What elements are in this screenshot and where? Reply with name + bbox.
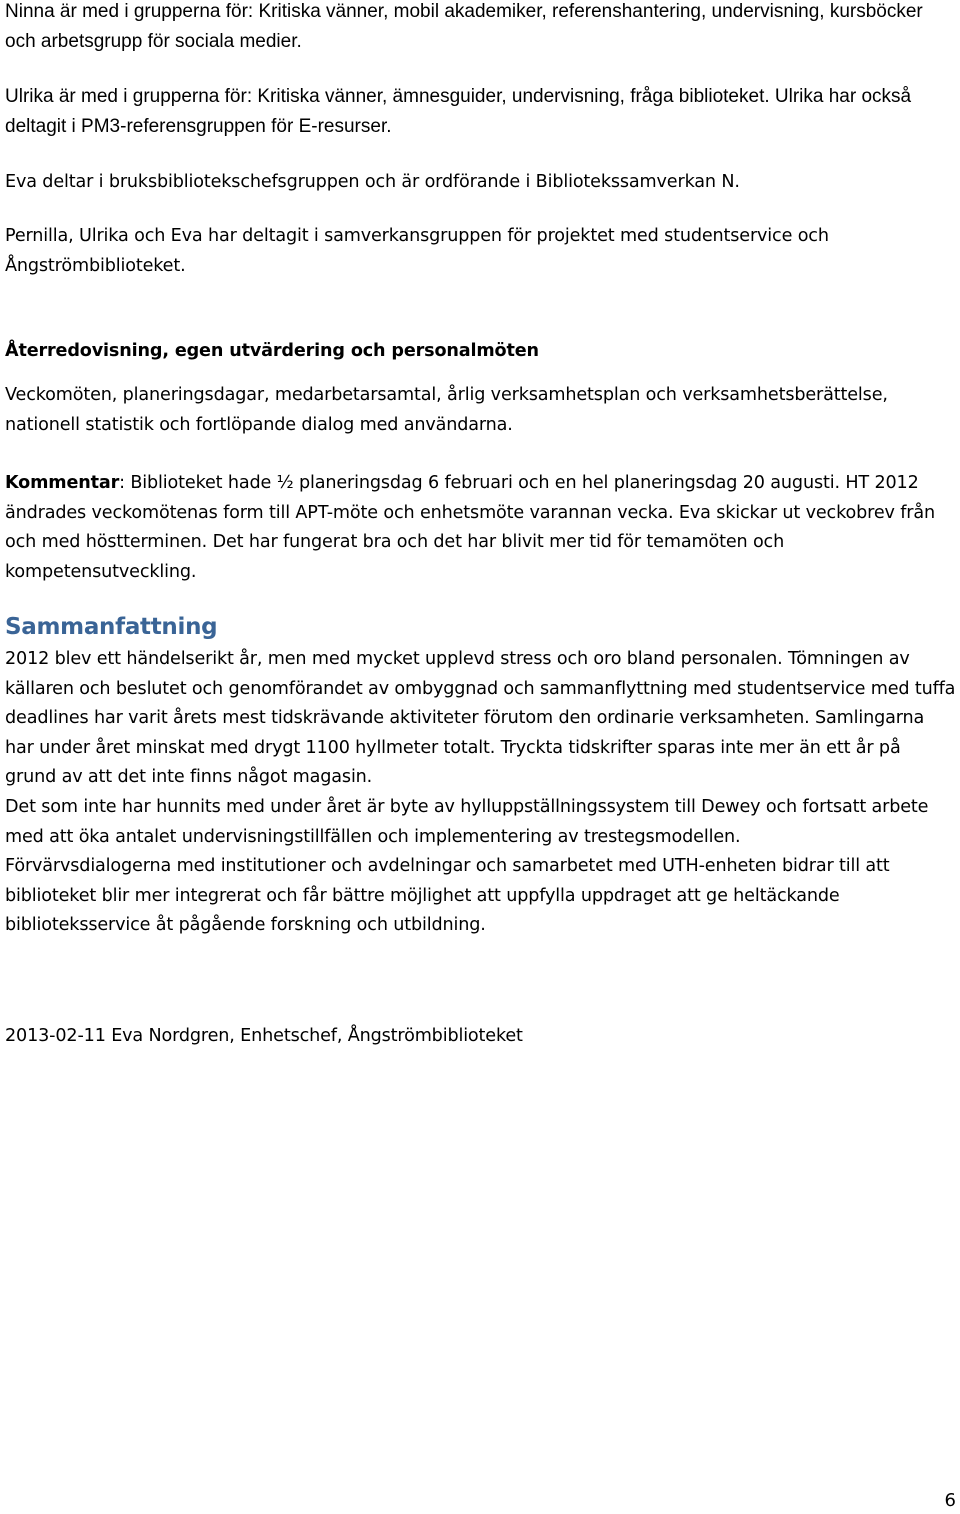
paragraph-ulrika: Ulrika är med i grupperna för: Kritiska vänner, ämnesguider, undervisning, fråga biblioteket. Ulrika har också deltagit i PM3-referensgruppen för E-resurser. [5, 86, 912, 137]
paragraph-eva: Eva deltar i bruksbibliotekschefsgruppen och är ordförande i Bibliotekssamverkan N. [5, 172, 740, 192]
summary-paragraph-3: Förvärvsdialogerna med institutioner och avdelningar och samarbetet med UTH-enheten bidrar till att biblioteket blir mer integrerat och får bättre möjlighet att uppfylla uppdraget att ge heltäckande biblioteksservice åt pågående forskning och utbildning. [5, 856, 890, 935]
signature-line: 2013-02-11 Eva Nordgren, Enhetschef, Ångströmbiblioteket [5, 1026, 523, 1046]
paragraph-reporting-body: Veckomöten, planeringsdagar, medarbetarsamtal, årlig verksamhetsplan och verksamhetsberättelse, nationell statistik och fortlöpande dialog med användarna. [5, 385, 888, 435]
summary-paragraph-1: 2012 blev ett händelserikt år, men med mycket upplevd stress och oro bland personalen. Tömningen av källaren och beslutet och genomförandet av ombyggnad och sammanflyttning med studentservice med tuffa deadlines har varit årets mest tidskrävande aktiviteter förutom den ordinarie verksamheten. Samlingarna har under året minskat med drygt 1100 hyllmeter totalt. Tryckta tidskrifter sparas inte mer än ett år på grund av att det inte finns något magasin. [5, 649, 956, 787]
paragraph-ninna: Ninna är med i grupperna för: Kritiska vänner, mobil akademiker, referenshantering, undervisning, kursböcker och arbetsgrupp för sociala medier. [5, 1, 923, 52]
page-number: 6 [944, 1490, 956, 1511]
summary-paragraph-2: Det som inte har hunnits med under året är byte av hylluppställningssystem till Dewey och fortsatt arbete med att öka antalet undervisningstillfällen och implementering av trestegsmodellen. [5, 797, 929, 847]
paragraph-pernilla: Pernilla, Ulrika och Eva har deltagit i samverkansgruppen för projektet med studentservice och Ångströmbiblioteket. [5, 226, 829, 276]
comment-label: Kommentar [5, 473, 120, 493]
comment-text: : Biblioteket hade ½ planeringsdag 6 februari och en hel planeringsdag 20 augusti. HT 2012 ändrades veckomötenas form till APT-möte och enhetsmöte varannan vecka. Eva skickar ut veckobrev från och med höstterminen. Det har fungerat bra och det har blivit mer tid för temamöten och kompetensutveckling. [5, 473, 935, 582]
paragraph-comment [5, 469, 957, 587]
section-heading-reporting: Återredovisning, egen utvärdering och personalmöten [5, 341, 539, 361]
summary-title: Sammanfattning [5, 614, 218, 640]
